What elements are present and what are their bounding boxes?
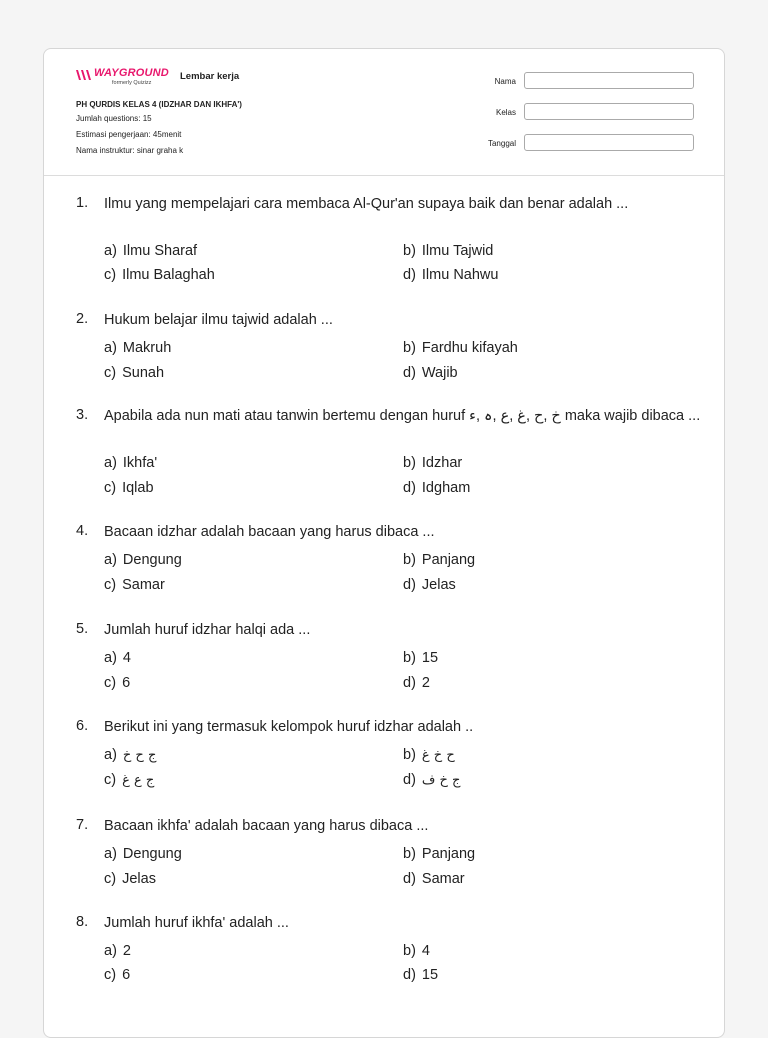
option-letter: b) xyxy=(403,650,416,666)
option-letter: c) xyxy=(104,871,117,887)
option-text: 6 xyxy=(122,967,131,983)
option-text: Samar xyxy=(421,871,465,887)
question-text: Jumlah huruf ikhfa' adalah ... xyxy=(104,915,289,931)
wayground-logo-icon xyxy=(76,70,92,80)
option-a[interactable] xyxy=(104,243,197,259)
option-letter: b) xyxy=(403,846,416,862)
option-d[interactable] xyxy=(403,365,458,381)
option-letter: b) xyxy=(403,340,416,356)
question-text: Apabila ada nun mati atau tanwin bertemu dengan huruf خ ,ح ,غ ,ع ,ہ ,ء maka wajib dibaca ... xyxy=(104,408,701,424)
questions-count: Jumlah questions: 15 xyxy=(76,114,152,123)
option-d[interactable] xyxy=(403,267,498,283)
option-letter: a) xyxy=(104,552,117,568)
question-number: 3. xyxy=(76,407,89,423)
option-letter: c) xyxy=(104,772,117,788)
option-a[interactable] xyxy=(104,455,157,471)
option-text: Dengung xyxy=(122,552,182,568)
question-text: Bacaan ikhfa' adalah bacaan yang harus dibaca ... xyxy=(104,818,429,834)
option-text: ج ع غ xyxy=(122,773,155,788)
option-letter: d) xyxy=(403,480,416,496)
option-b[interactable] xyxy=(403,340,518,356)
question-text: Jumlah huruf idzhar halqi ada ... xyxy=(104,622,311,638)
option-text: Ilmu Sharaf xyxy=(122,243,198,259)
option-letter: c) xyxy=(104,675,117,691)
option-letter: a) xyxy=(104,455,117,471)
option-letter: d) xyxy=(403,675,416,691)
class-field[interactable] xyxy=(524,103,694,120)
brand-subtitle: formerly Quizizz xyxy=(112,80,152,86)
brand-name: WAYGROUND xyxy=(94,67,169,79)
worksheet-header xyxy=(44,49,724,176)
option-letter: c) xyxy=(104,577,117,593)
option-letter: b) xyxy=(403,243,416,259)
option-text: ح خ غ xyxy=(421,748,455,763)
option-a[interactable] xyxy=(104,340,171,356)
option-letter: c) xyxy=(104,365,117,381)
option-a[interactable] xyxy=(104,747,156,763)
date-field[interactable] xyxy=(524,134,694,151)
option-text: 2 xyxy=(122,943,131,959)
option-text: Dengung xyxy=(122,846,182,862)
question-number: 7. xyxy=(76,817,89,833)
option-letter: d) xyxy=(403,577,416,593)
option-text: 15 xyxy=(421,650,439,666)
option-text: Idzhar xyxy=(421,455,463,471)
option-b[interactable] xyxy=(403,455,462,471)
option-text: Panjang xyxy=(421,846,476,862)
worksheet-title: PH QURDIS KELAS 4 (IDZHAR DAN IKHFA') xyxy=(76,100,242,109)
option-text: Idgham xyxy=(421,480,471,496)
option-d[interactable] xyxy=(403,577,456,593)
option-text: Wajib xyxy=(421,365,458,381)
option-letter: d) xyxy=(403,967,416,983)
option-text: Ikhfa' xyxy=(122,455,158,471)
name-field[interactable] xyxy=(524,72,694,89)
sheet-type-label: Lembar kerja xyxy=(180,71,240,82)
option-a[interactable] xyxy=(104,650,131,666)
option-letter: d) xyxy=(403,365,416,381)
option-d[interactable] xyxy=(403,480,470,496)
option-letter: a) xyxy=(104,650,117,666)
option-b[interactable] xyxy=(403,243,493,259)
option-a[interactable] xyxy=(104,943,131,959)
option-text: Jelas xyxy=(421,577,456,593)
option-b[interactable] xyxy=(403,943,430,959)
option-c[interactable] xyxy=(104,871,156,887)
worksheet-page xyxy=(43,48,725,1038)
option-c[interactable] xyxy=(104,480,154,496)
option-text: 2 xyxy=(421,675,430,691)
option-a[interactable] xyxy=(104,846,182,862)
option-letter: b) xyxy=(403,455,416,471)
option-letter: a) xyxy=(104,340,117,356)
estimated-time: Estimasi pengerjaan: 45menit xyxy=(76,130,182,139)
option-letter: a) xyxy=(104,943,117,959)
option-text: Sunah xyxy=(122,365,165,381)
option-d[interactable] xyxy=(403,675,430,691)
option-letter: d) xyxy=(403,267,416,283)
option-letter: d) xyxy=(403,871,416,887)
option-b[interactable] xyxy=(403,552,475,568)
option-c[interactable] xyxy=(104,772,154,788)
option-c[interactable] xyxy=(104,577,165,593)
option-d[interactable] xyxy=(403,871,465,887)
question-text: Ilmu yang mempelajari cara membaca Al-Qur'an supaya baik dan benar adalah ... xyxy=(104,196,629,212)
option-text: Ilmu Nahwu xyxy=(421,267,499,283)
option-b[interactable] xyxy=(403,747,455,763)
question-text: Berikut ini yang termasuk kelompok huruf idzhar adalah .. xyxy=(104,719,474,735)
option-text: Samar xyxy=(122,577,165,593)
option-letter: c) xyxy=(104,480,117,496)
question-text: Hukum belajar ilmu tajwid adalah ... xyxy=(104,312,333,328)
option-text: 15 xyxy=(421,967,439,983)
option-letter: b) xyxy=(403,747,416,763)
question-number: 2. xyxy=(76,311,89,327)
option-a[interactable] xyxy=(104,552,182,568)
option-text: ج خ ف xyxy=(421,773,461,788)
option-letter: c) xyxy=(104,267,117,283)
option-text: Makruh xyxy=(122,340,172,356)
date-field-label: Tanggal xyxy=(487,139,516,148)
question-number: 4. xyxy=(76,523,89,539)
option-text: 6 xyxy=(122,675,131,691)
question-number: 8. xyxy=(76,914,89,930)
question-number: 6. xyxy=(76,718,89,734)
option-text: ج ح خ xyxy=(122,748,157,763)
class-field-label: Kelas xyxy=(495,108,516,117)
option-letter: c) xyxy=(104,967,117,983)
question-text: Bacaan idzhar adalah bacaan yang harus dibaca ... xyxy=(104,524,435,540)
option-text: Jelas xyxy=(122,871,156,887)
option-letter: d) xyxy=(403,772,416,788)
option-letter: b) xyxy=(403,943,416,959)
option-c[interactable] xyxy=(104,267,215,283)
question-number: 5. xyxy=(76,621,89,637)
option-c[interactable] xyxy=(104,365,164,381)
brand-logo xyxy=(76,68,169,87)
option-text: Ilmu Balaghah xyxy=(122,267,215,283)
name-field-label: Nama xyxy=(494,77,516,86)
option-letter: a) xyxy=(104,846,117,862)
option-letter: a) xyxy=(104,243,117,259)
option-text: Ilmu Tajwid xyxy=(421,243,494,259)
option-text: 4 xyxy=(122,650,131,666)
question-number: 1. xyxy=(76,195,89,211)
option-letter: a) xyxy=(104,747,117,763)
option-b[interactable] xyxy=(403,650,438,666)
option-text: 4 xyxy=(421,943,430,959)
option-text: Iqlab xyxy=(122,480,154,496)
option-c[interactable] xyxy=(104,675,130,691)
option-letter: b) xyxy=(403,552,416,568)
option-c[interactable] xyxy=(104,967,130,983)
option-d[interactable] xyxy=(403,967,438,983)
option-b[interactable] xyxy=(403,846,475,862)
instructor-name: Nama instruktur: sinar graha k xyxy=(76,146,184,155)
option-text: Panjang xyxy=(421,552,476,568)
option-d[interactable] xyxy=(403,772,460,788)
option-text: Fardhu kifayah xyxy=(421,340,518,356)
